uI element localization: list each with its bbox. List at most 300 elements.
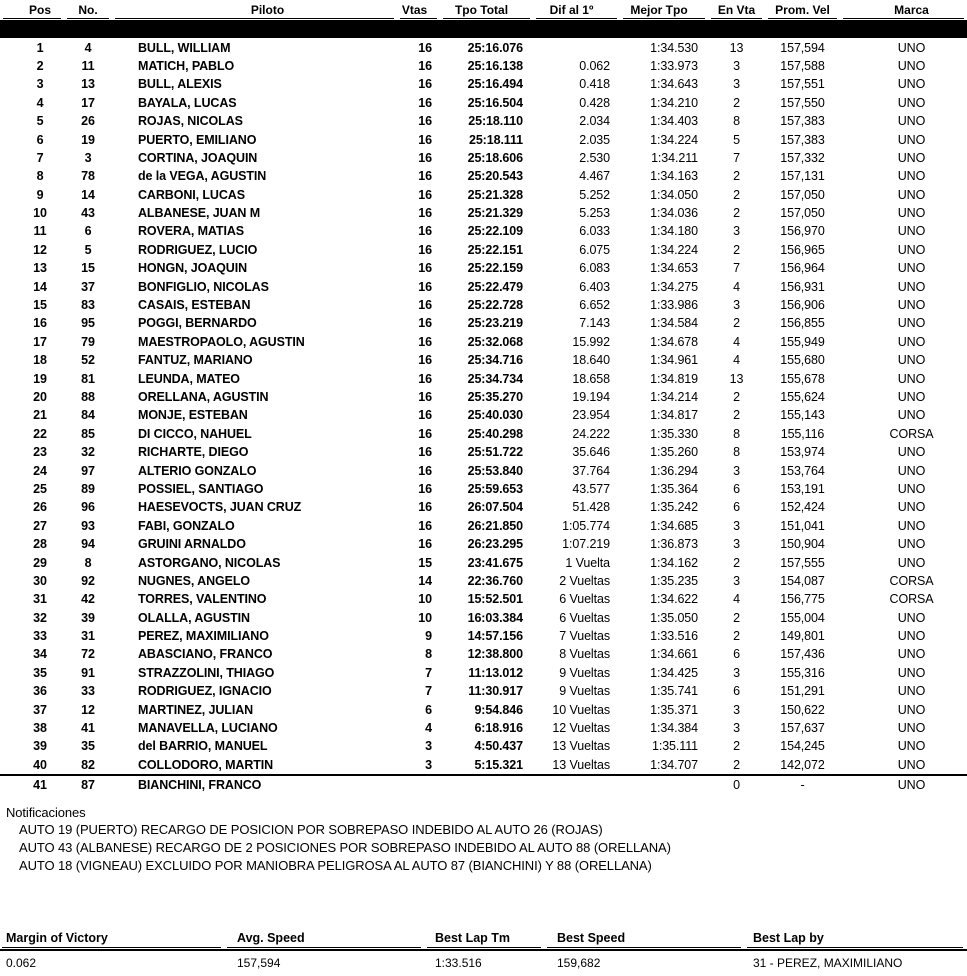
cell-no: 43	[81, 206, 95, 221]
cell-tpo-total: 25:22.159	[467, 261, 523, 276]
table-row	[0, 388, 967, 406]
cell-tpo-total: 25:18.110	[468, 114, 523, 129]
summary-value-row	[0, 951, 967, 973]
cell-en-vta: 4	[733, 592, 740, 607]
cell-vtas: 10	[418, 592, 432, 607]
cell-marca: UNO	[897, 702, 926, 717]
cell-dif-al-1: 5.253	[579, 206, 610, 221]
cell-mejor-tpo: 1:34.211	[651, 150, 698, 165]
cell-vtas: 16	[418, 316, 432, 331]
cell-vtas: 4	[425, 721, 432, 736]
cell-dif-al-1: 1 Vuelta	[565, 555, 610, 570]
cell-tpo-total: 26:23.295	[467, 537, 523, 552]
table-row	[0, 517, 967, 535]
cell-no: 93	[81, 518, 95, 533]
cell-en-vta: 4	[733, 353, 740, 368]
table-row	[0, 425, 967, 443]
cell-marca: UNO	[897, 353, 926, 368]
cell-vtas	[397, 774, 440, 794]
column-header-mejor-tpo: Mejor Tpo	[620, 2, 708, 19]
notifications-list	[0, 821, 967, 875]
cell-vtas: 16	[418, 371, 432, 386]
cell-prom-vel: 157,550	[780, 95, 825, 110]
cell-tpo-total: 25:16.504	[467, 95, 523, 110]
cell-vtas: 15	[418, 555, 432, 570]
cell-pos: 41	[0, 774, 64, 794]
cell-marca: UNO	[897, 334, 926, 349]
cell-tpo-total: 25:40.030	[467, 408, 523, 423]
cell-no: 35	[81, 739, 95, 754]
cell-mejor-tpo: 1:34.678	[650, 334, 698, 349]
cell-no: 19	[81, 132, 95, 147]
cell-prom-vel: 155,004	[780, 610, 825, 625]
cell-en-vta: 6	[733, 684, 740, 699]
cell-en-vta: 2	[733, 95, 740, 110]
table-row	[0, 241, 967, 259]
cell-no: 79	[81, 334, 95, 349]
cell-prom-vel: 157,436	[780, 647, 825, 662]
cell-tpo-total: 25:40.298	[467, 426, 523, 441]
cell-marca: UNO	[897, 684, 926, 699]
cell-marca: UNO	[897, 279, 926, 294]
column-header-dif-al-1: Dif al 1º	[533, 2, 620, 19]
cell-pos: 8	[36, 169, 44, 184]
table-row	[0, 75, 967, 93]
cell-vtas: 16	[418, 114, 432, 129]
cell-prom-vel: 157,383	[780, 132, 825, 147]
cell-marca: UNO	[897, 537, 926, 552]
cell-piloto: PUERTO, EMILIANO	[138, 132, 257, 147]
cell-no: 42	[81, 592, 95, 607]
cell-mejor-tpo: 1:35.260	[650, 445, 698, 460]
cell-no: 88	[81, 390, 95, 404]
cell-mejor-tpo: 1:33.986	[650, 298, 698, 313]
cell-en-vta: 4	[733, 279, 740, 294]
cell-marca: UNO	[897, 95, 926, 110]
cell-dif-al-1: 6 Vueltas	[559, 610, 610, 625]
cell-en-vta: 3	[733, 537, 740, 552]
cell-piloto: BIANCHINI, FRANCO	[112, 774, 397, 794]
cell-dif-al-1: 5.252	[579, 187, 610, 202]
column-header-tpo-total: Tpo Total	[440, 2, 533, 19]
cell-mejor-tpo: 1:35.741	[650, 684, 698, 699]
cell-dif-al-1: 7.143	[579, 316, 610, 331]
cell-piloto: POGGI, BERNARDO	[138, 316, 257, 331]
notifications-title: Notificaciones	[6, 805, 86, 821]
column-header-marca: Marca	[840, 2, 967, 19]
table-row	[0, 700, 967, 718]
cell-dif-al-1: 15.992	[572, 334, 610, 349]
cell-vtas: 10	[418, 610, 432, 625]
cell-pos: 29	[33, 555, 47, 570]
results-table	[0, 2, 967, 794]
cell-prom-vel: 156,965	[780, 242, 825, 257]
cell-prom-vel: 156,931	[780, 279, 825, 294]
cell-dif-al-1: 13 Vueltas	[552, 757, 610, 772]
cell-pos: 35	[33, 665, 47, 680]
cell-dif-al-1: 9 Vueltas	[559, 665, 610, 680]
cell-prom-vel: 157,131	[780, 169, 825, 184]
cell-dif-al-1: 6.652	[579, 298, 610, 313]
cell-prom-vel: 157,555	[780, 555, 825, 570]
cell-tpo-total: 25:23.219	[467, 316, 523, 331]
cell-vtas: 16	[418, 40, 432, 55]
cell-prom-vel: 155,678	[780, 371, 825, 386]
cell-vtas: 16	[418, 537, 432, 552]
cell-mejor-tpo: 1:34.403	[650, 114, 698, 129]
summary-header-best-lap-by: Best Lap by	[745, 930, 967, 948]
cell-piloto: RODRIGUEZ, LUCIO	[138, 242, 258, 257]
cell-no: 5	[84, 242, 92, 257]
cell-marca: CORSA	[889, 426, 934, 441]
cell-no: 82	[81, 757, 95, 772]
cell-marca: UNO	[897, 665, 926, 680]
cell-prom-vel: 154,087	[780, 573, 825, 588]
table-row	[0, 149, 967, 167]
cell-en-vta: 3	[733, 58, 740, 73]
cell-prom-vel: 155,116	[780, 426, 825, 441]
cell-prom-vel: 157,050	[780, 187, 825, 202]
table-row	[0, 682, 967, 700]
column-header-en-vta: En Vta	[708, 2, 765, 19]
cell-prom-vel: 153,974	[780, 445, 825, 460]
cell-vtas: 3	[425, 757, 432, 772]
cell-pos: 4	[36, 95, 44, 110]
cell-piloto: ABASCIANO, FRANCO	[138, 647, 273, 662]
cell-marca: UNO	[897, 150, 926, 165]
cell-pos: 9	[36, 187, 44, 202]
cell-en-vta: 4	[733, 334, 740, 349]
cell-no: 89	[81, 481, 95, 496]
cell-pos: 6	[36, 132, 44, 147]
cell-prom-vel: 157,050	[780, 206, 825, 221]
cell-pos: 2	[36, 58, 44, 73]
cell-vtas: 16	[418, 481, 432, 496]
cell-tpo-total: 6:18.916	[474, 721, 523, 736]
cell-pos: 14	[33, 279, 47, 294]
cell-piloto: TORRES, VALENTINO	[138, 592, 267, 607]
cell-dif-al-1: 4.467	[579, 169, 610, 184]
cell-pos: 24	[33, 463, 47, 478]
cell-no: 83	[81, 298, 95, 313]
summary-value-best-lap-tm: 1:33.516	[435, 956, 482, 970]
table-row	[0, 774, 967, 794]
cell-marca: UNO	[897, 132, 926, 147]
cell-en-vta: 6	[733, 500, 740, 515]
cell-en-vta: 7	[733, 150, 740, 165]
cell-marca: UNO	[897, 721, 926, 736]
cell-mejor-tpo: 1:34.661	[650, 647, 698, 662]
cell-en-vta: 3	[733, 298, 740, 313]
cell-tpo-total: 25:51.722	[467, 445, 523, 460]
cell-dif-al-1: 19.194	[572, 390, 610, 404]
cell-vtas: 16	[418, 463, 432, 478]
table-row	[0, 38, 967, 56]
cell-piloto: POSSIEL, SANTIAGO	[138, 481, 264, 496]
cell-dif-al-1	[533, 38, 620, 56]
cell-piloto: HAESEVOCTS, JUAN CRUZ	[138, 500, 302, 515]
cell-piloto: PEREZ, MAXIMILIANO	[138, 629, 269, 644]
table-row	[0, 609, 967, 627]
cell-prom-vel: 156,906	[780, 298, 825, 313]
cell-dif-al-1: 2.034	[579, 114, 610, 129]
cell-pos: 21	[33, 408, 47, 423]
cell-prom-vel: 156,964	[780, 261, 825, 276]
cell-no: 81	[81, 371, 95, 386]
cell-no: 96	[81, 500, 95, 515]
cell-piloto: MONJE, ESTEBAN	[138, 408, 248, 423]
cell-piloto: ROVERA, MATIAS	[138, 224, 245, 239]
cell-dif-al-1: 1:05.774	[562, 518, 610, 533]
cell-piloto: GRUINI ARNALDO	[138, 537, 246, 552]
cell-dif-al-1: 13 Vueltas	[552, 739, 610, 754]
table-row	[0, 590, 967, 608]
cell-piloto: MANAVELLA, LUCIANO	[138, 721, 278, 736]
table-row	[0, 553, 967, 571]
cell-piloto: BULL, WILLIAM	[138, 40, 231, 55]
table-row	[0, 406, 967, 424]
cell-pos: 20	[33, 390, 47, 404]
cell-vtas: 16	[418, 242, 432, 257]
cell-pos: 39	[33, 739, 47, 754]
cell-dif-al-1: 2 Vueltas	[559, 573, 610, 588]
cell-no: 6	[84, 224, 92, 239]
cell-pos: 19	[33, 371, 47, 386]
cell-dif-al-1: 2.530	[579, 150, 610, 165]
notification-item: AUTO 19 (PUERTO) RECARGO DE POSICION POR SOBREPASO INDEBIDO AL AUTO 26 (ROJAS)	[19, 822, 603, 838]
cell-piloto: NUGNES, ANGELO	[138, 573, 251, 588]
column-header-prom-vel: Prom. Vel	[765, 2, 840, 19]
cell-en-vta: 3	[733, 702, 740, 717]
cell-vtas: 3	[425, 739, 432, 754]
summary-header-best-lap-tm: Best Lap Tm	[425, 930, 545, 948]
cell-mejor-tpo: 1:34.707	[650, 757, 698, 772]
cell-mejor-tpo: 1:33.516	[650, 629, 698, 644]
cell-piloto: BONFIGLIO, NICOLAS	[138, 279, 269, 294]
cell-marca: UNO	[897, 316, 926, 331]
table-row	[0, 186, 967, 204]
cell-dif-al-1: 23.954	[572, 408, 610, 423]
cell-prom-vel: -	[765, 774, 840, 794]
cell-marca: UNO	[897, 206, 926, 221]
cell-mejor-tpo: 1:35.242	[650, 500, 698, 515]
cell-mejor-tpo: 1:36.873	[650, 537, 698, 552]
cell-tpo-total: 11:13.012	[468, 665, 523, 680]
cell-marca: UNO	[897, 298, 926, 313]
cell-vtas: 16	[418, 445, 432, 460]
cell-mejor-tpo: 1:34.050	[650, 187, 698, 202]
cell-marca: CORSA	[889, 573, 934, 588]
results-table-body	[0, 38, 967, 794]
table-row	[0, 277, 967, 295]
cell-no: 15	[81, 261, 95, 276]
cell-prom-vel: 156,855	[780, 316, 825, 331]
cell-no: 37	[81, 279, 95, 294]
cell-marca: UNO	[897, 261, 926, 276]
cell-en-vta: 2	[733, 316, 740, 331]
cell-marca: UNO	[897, 555, 926, 570]
table-row	[0, 480, 967, 498]
cell-en-vta: 3	[733, 665, 740, 680]
cell-prom-vel: 155,624	[780, 390, 825, 404]
cell-en-vta: 8	[733, 426, 740, 441]
table-row	[0, 333, 967, 351]
cell-pos: 3	[36, 77, 44, 92]
cell-pos: 25	[33, 481, 47, 496]
cell-pos: 34	[33, 647, 47, 662]
cell-tpo-total: 25:22.728	[467, 298, 523, 313]
cell-en-vta: 3	[733, 224, 740, 239]
cell-dif-al-1: 6.403	[579, 279, 610, 294]
cell-vtas: 9	[425, 629, 432, 644]
cell-dif-al-1	[533, 774, 620, 794]
cell-marca: UNO	[897, 408, 926, 423]
cell-no: 41	[81, 721, 95, 736]
cell-piloto: OLALLA, AGUSTIN	[138, 610, 250, 625]
cell-vtas: 16	[418, 500, 432, 515]
cell-prom-vel: 157,594	[780, 40, 825, 55]
cell-marca: UNO	[897, 445, 926, 460]
cell-vtas: 16	[418, 261, 432, 276]
cell-prom-vel: 157,551	[780, 77, 825, 92]
cell-no: 92	[81, 573, 95, 588]
cell-mejor-tpo: 1:35.364	[650, 481, 698, 496]
cell-en-vta: 2	[733, 610, 740, 625]
cell-pos: 36	[33, 684, 47, 699]
cell-piloto: LEUNDA, MATEO	[138, 371, 240, 386]
cell-vtas: 6	[425, 702, 432, 717]
table-row	[0, 756, 967, 774]
cell-no: 39	[81, 610, 95, 625]
cell-tpo-total: 25:16.076	[467, 40, 523, 55]
cell-dif-al-1: 10 Vueltas	[552, 702, 610, 717]
table-row	[0, 535, 967, 553]
cell-mejor-tpo: 1:35.111	[651, 739, 698, 754]
cell-en-vta: 5	[733, 132, 740, 147]
cell-piloto: CARBONI, LUCAS	[138, 187, 245, 202]
cell-vtas: 7	[425, 684, 432, 699]
cell-prom-vel: 150,622	[780, 702, 825, 717]
cell-mejor-tpo: 1:34.819	[650, 371, 698, 386]
results-table-header	[0, 2, 967, 38]
cell-en-vta: 8	[733, 445, 740, 460]
summary-header-avg-speed: Avg. Speed	[225, 930, 425, 948]
cell-dif-al-1: 18.640	[572, 353, 610, 368]
summary-value-avg-speed: 157,594	[237, 956, 281, 970]
cell-marca: UNO	[897, 242, 926, 257]
cell-vtas: 16	[418, 408, 432, 423]
cell-en-vta: 3	[733, 573, 740, 588]
cell-pos: 30	[33, 573, 47, 588]
cell-vtas: 16	[418, 353, 432, 368]
notification-item: AUTO 43 (ALBANESE) RECARGO DE 2 POSICIONES POR SOBREPASO INDEBIDO AL AUTO 88 (ORELLANA)	[19, 840, 671, 856]
table-row	[0, 259, 967, 277]
cell-pos: 17	[33, 334, 47, 349]
cell-dif-al-1: 43.577	[572, 481, 610, 496]
cell-marca: UNO	[897, 481, 926, 496]
cell-mejor-tpo: 1:34.275	[650, 279, 698, 294]
cell-dif-al-1: 37.764	[572, 463, 610, 478]
cell-no: 72	[81, 647, 95, 662]
table-row	[0, 204, 967, 222]
cell-tpo-total	[440, 774, 533, 794]
cell-prom-vel: 153,191	[780, 481, 825, 496]
cell-pos: 26	[33, 500, 47, 515]
table-row	[0, 94, 967, 112]
cell-piloto: ROJAS, NICOLAS	[138, 114, 243, 129]
cell-prom-vel: 157,383	[780, 114, 825, 129]
cell-tpo-total: 25:20.543	[467, 169, 523, 184]
cell-vtas: 16	[418, 169, 432, 184]
cell-piloto: MAESTROPAOLO, AGUSTIN	[138, 334, 305, 349]
cell-tpo-total: 12:38.800	[467, 647, 523, 662]
cell-pos: 22	[33, 426, 47, 441]
cell-mejor-tpo: 1:34.817	[650, 408, 698, 423]
cell-pos: 15	[33, 298, 47, 313]
cell-no: 94	[81, 537, 95, 552]
cell-mejor-tpo: 1:35.050	[650, 610, 698, 625]
cell-marca: UNO	[897, 40, 926, 55]
cell-en-vta: 3	[733, 518, 740, 533]
cell-piloto: FABI, GONZALO	[138, 518, 235, 533]
cell-piloto: del BARRIO, MANUEL	[138, 739, 268, 754]
cell-vtas: 16	[418, 95, 432, 110]
cell-pos: 11	[33, 224, 47, 239]
table-row	[0, 719, 967, 737]
cell-dif-al-1: 6.075	[579, 242, 610, 257]
table-row	[0, 351, 967, 369]
column-header-no: No.	[64, 2, 112, 19]
cell-vtas: 16	[418, 298, 432, 313]
cell-dif-al-1: 6.083	[579, 261, 610, 276]
cell-dif-al-1: 1:07.219	[562, 537, 610, 552]
cell-marca: UNO	[840, 774, 967, 794]
cell-mejor-tpo: 1:34.384	[650, 721, 698, 736]
cell-pos: 5	[36, 114, 44, 129]
table-row	[0, 645, 967, 663]
cell-vtas: 16	[418, 426, 432, 441]
cell-vtas: 16	[418, 132, 432, 147]
cell-tpo-total: 25:59.653	[467, 481, 523, 496]
cell-vtas: 16	[418, 390, 432, 404]
cell-dif-al-1: 0.418	[579, 77, 610, 92]
table-row	[0, 664, 967, 682]
cell-tpo-total: 25:22.109	[467, 224, 523, 239]
cell-vtas: 16	[418, 518, 432, 533]
cell-no: 17	[81, 95, 95, 110]
cell-tpo-total: 22:36.760	[467, 573, 523, 588]
cell-vtas: 7	[425, 665, 432, 680]
results-header-row	[0, 2, 967, 19]
summary-table-body	[0, 951, 967, 973]
cell-marca: UNO	[897, 169, 926, 184]
cell-en-vta: 6	[733, 481, 740, 496]
cell-tpo-total: 25:53.840	[467, 463, 523, 478]
cell-marca: UNO	[897, 114, 926, 129]
cell-dif-al-1: 51.428	[572, 500, 610, 515]
notification-item: AUTO 18 (VIGNEAU) EXCLUIDO POR MANIOBRA PELIGROSA AL AUTO 87 (BIANCHINI) Y 88 (ORELLANA)	[19, 858, 652, 874]
cell-prom-vel: 149,801	[780, 629, 825, 644]
cell-prom-vel: 157,332	[780, 150, 825, 165]
cell-mejor-tpo: 1:34.530	[650, 40, 698, 55]
cell-pos: 37	[33, 702, 47, 717]
cell-dif-al-1: 2.035	[579, 132, 610, 147]
cell-piloto: ALTERIO GONZALO	[138, 463, 257, 478]
cell-marca: UNO	[897, 518, 926, 533]
cell-no: 85	[81, 426, 95, 441]
summary-table-header	[0, 930, 967, 951]
table-row	[0, 296, 967, 314]
